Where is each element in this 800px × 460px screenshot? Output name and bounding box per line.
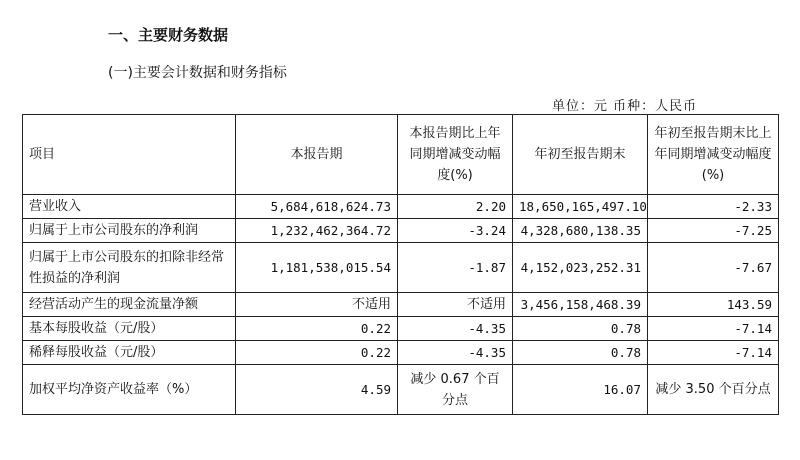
row-change: -3.24: [398, 219, 513, 243]
row-ytd: 3,456,158,468.39: [513, 293, 648, 317]
row-item: 基本每股收益（元/股）: [23, 317, 236, 341]
row-current: 0.22: [236, 317, 398, 341]
row-ytd-change: 减少 3.50 个百分点: [648, 365, 779, 415]
header-ytd-change: 年初至报告期末比上年同期增减变动幅度(%): [648, 115, 779, 195]
row-change: -4.35: [398, 317, 513, 341]
row-ytd-change: -2.33: [648, 195, 779, 219]
row-change: -4.35: [398, 341, 513, 365]
table-row: [23, 293, 779, 317]
row-current: 1,181,538,015.54: [236, 243, 398, 293]
row-item: 加权平均净资产收益率（%）: [23, 365, 236, 415]
row-change: 2.20: [398, 195, 513, 219]
row-ytd-change: -7.25: [648, 219, 779, 243]
section-heading: 一、主要财务数据: [108, 26, 229, 44]
table-row: [23, 243, 779, 293]
row-ytd-change: -7.14: [648, 341, 779, 365]
header-current-change: 本报告期比上年同期增减变动幅度(%): [398, 115, 513, 195]
row-ytd: 4,152,023,252.31: [513, 243, 648, 293]
row-ytd: 16.07: [513, 365, 648, 415]
row-change: 减少 0.67 个百分点: [398, 365, 513, 415]
row-current: 1,232,462,364.72: [236, 219, 398, 243]
row-ytd: 4,328,680,138.35: [513, 219, 648, 243]
table-row: [23, 219, 779, 243]
header-current-period: 本报告期: [236, 115, 398, 195]
row-ytd-change: 143.59: [648, 293, 779, 317]
row-item: 营业收入: [23, 195, 236, 219]
row-item: 归属于上市公司股东的扣除非经常性损益的净利润: [23, 243, 236, 293]
table-row: [23, 365, 779, 415]
row-change: -1.87: [398, 243, 513, 293]
row-ytd-change: -7.14: [648, 317, 779, 341]
financial-data-table: [22, 114, 779, 415]
table-row: [23, 317, 779, 341]
row-change: 不适用: [398, 293, 513, 317]
unit-currency-note: 单位：元 币种：人民币: [552, 99, 698, 114]
row-item: 稀释每股收益（元/股）: [23, 341, 236, 365]
subsection-heading: (一)主要会计数据和财务指标: [108, 65, 287, 81]
row-current: 不适用: [236, 293, 398, 317]
header-ytd: 年初至报告期末: [513, 115, 648, 195]
row-item: 经营活动产生的现金流量净额: [23, 293, 236, 317]
row-current: 4.59: [236, 365, 398, 415]
row-ytd: 0.78: [513, 317, 648, 341]
row-ytd: 18,650,165,497.10: [513, 195, 648, 219]
table-row: [23, 195, 779, 219]
row-current: 0.22: [236, 341, 398, 365]
header-item: 项目: [23, 115, 236, 195]
table-row: [23, 341, 779, 365]
row-ytd: 0.78: [513, 341, 648, 365]
row-item: 归属于上市公司股东的净利润: [23, 219, 236, 243]
row-current: 5,684,618,624.73: [236, 195, 398, 219]
table-header-row: [23, 115, 779, 195]
row-ytd-change: -7.67: [648, 243, 779, 293]
